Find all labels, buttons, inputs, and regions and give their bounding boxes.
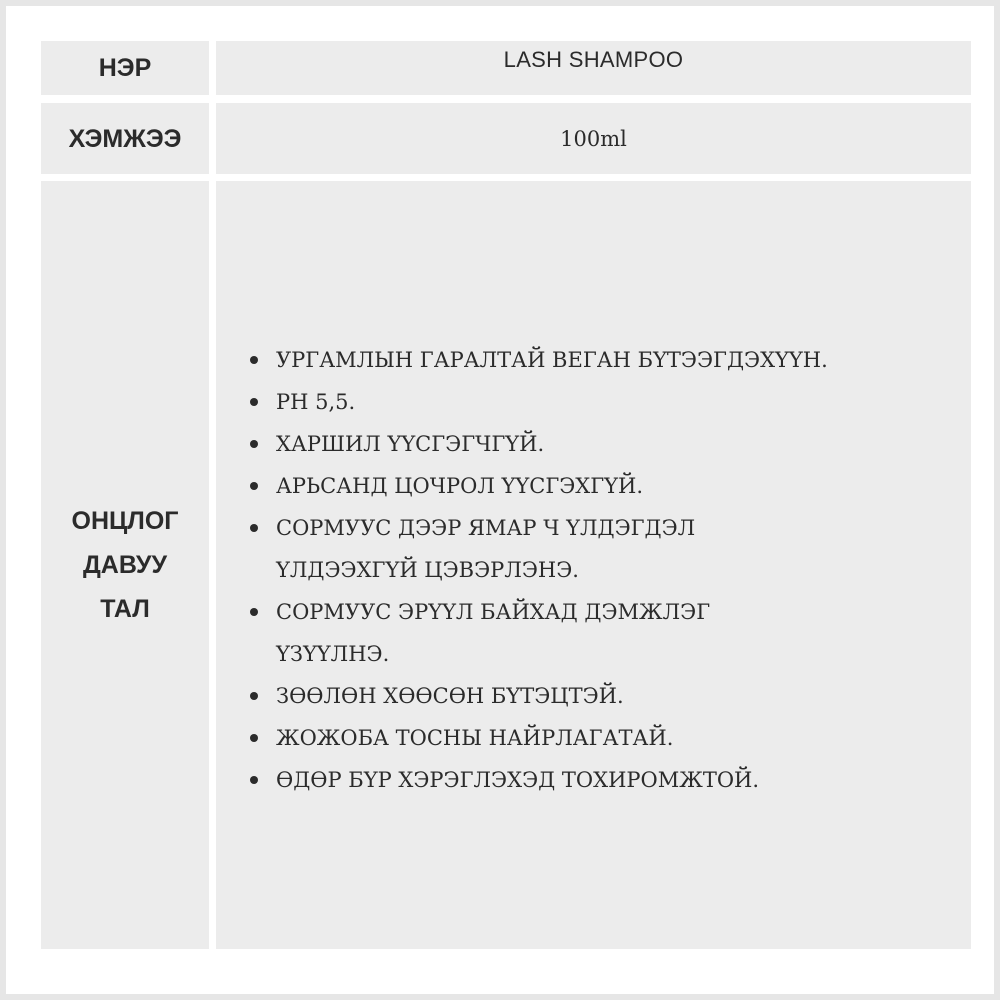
feature-list (248, 339, 963, 801)
feature-item (248, 507, 963, 591)
feature-item (248, 465, 963, 507)
name-label: НЭР (98, 54, 152, 82)
bullet-icon (250, 482, 258, 490)
feature-text: УРГАМЛЫН ГАРАЛТАЙ ВЕГАН БҮТЭЭГДЭХҮҮН. (276, 348, 828, 372)
name-value-cell (216, 41, 971, 95)
features-label-cell (41, 181, 209, 949)
name-label-cell (41, 41, 209, 95)
features-value-cell (216, 181, 971, 949)
product-name: LASH SHAMPOO (503, 47, 684, 72)
feature-item (248, 381, 963, 423)
bullet-icon (250, 398, 258, 406)
size-value-cell (216, 103, 971, 174)
bullet-icon (250, 776, 258, 784)
size-label-cell (41, 103, 209, 174)
feature-item (248, 423, 963, 465)
bullet-icon (250, 608, 258, 616)
bullet-icon (250, 734, 258, 742)
features-label: ОНЦЛОГ ДАВУУ ТАЛ (71, 507, 179, 623)
feature-text: ӨДӨР БҮР ХЭРЭГЛЭХЭД ТОХИРОМЖТОЙ. (276, 768, 760, 792)
bullet-icon (250, 524, 258, 532)
bullet-icon (250, 356, 258, 364)
feature-item (248, 717, 963, 759)
feature-text: СОРМУУС ДЭЭР ЯМАР Ч ҮЛДЭГДЭЛ ҮЛДЭЭХГҮЙ ЦЭВЭРЛЭНЭ. (276, 516, 696, 582)
feature-text: АРЬСАНД ЦОЧРОЛ ҮҮСГЭХГҮЙ. (276, 474, 643, 498)
bullet-icon (250, 692, 258, 700)
bullet-icon (250, 440, 258, 448)
product-size: 100ml (560, 126, 627, 151)
size-label: ХЭМЖЭЭ (68, 124, 182, 153)
feature-text: ЗӨӨЛӨН ХӨӨСӨН БҮТЭЦТЭЙ. (276, 684, 624, 708)
feature-item (248, 339, 963, 381)
feature-text: ЖОЖОБА ТОСНЫ НАЙРЛАГАТАЙ. (276, 726, 674, 750)
feature-item (248, 759, 963, 801)
feature-text: PH 5,5. (276, 390, 356, 414)
feature-item (248, 675, 963, 717)
feature-text: СОРМУУС ЭРҮҮЛ БАЙХАД ДЭМЖЛЭГ ҮЗҮҮЛНЭ. (276, 600, 711, 666)
feature-text: ХАРШИЛ ҮҮСГЭГЧГҮЙ. (276, 432, 545, 456)
feature-item (248, 591, 963, 675)
